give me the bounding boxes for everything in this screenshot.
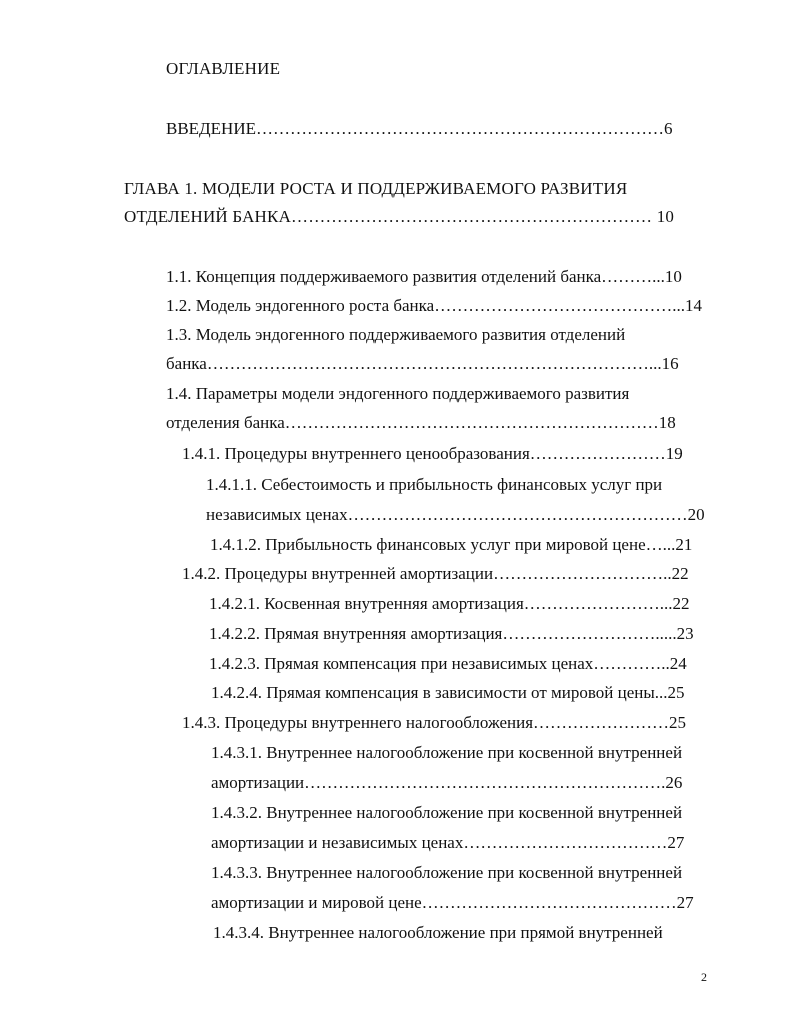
toc-entry-1-4-1: 1.4.1. Процедуры внутреннего ценообразования……………………19 [182, 444, 683, 463]
toc-entry-1-4-1-1-line-1: 1.4.1.1. Себестоимость и прибыльность финансовых услуг при [206, 475, 663, 494]
toc-entry-1-4-line-1: 1.4. Параметры модели эндогенного поддерживаемого развития [166, 384, 630, 403]
toc-entry-1-3-line-2: банка……………………………………………………………………...16 [166, 354, 679, 373]
page-number: 2 [701, 970, 707, 984]
toc-entry-1-4-3-4-line-1: 1.4.3.4. Внутреннее налогообложение при прямой внутренней [213, 923, 663, 942]
toc-entry-1-4-1-2: 1.4.1.2. Прибыльность финансовых услуг при мировой цене…...21 [210, 535, 693, 554]
toc-entry-1-4-2-4: 1.4.2.4. Прямая компенсация в зависимости от мировой цены...25 [211, 683, 685, 702]
toc-entry-1-3-line-1: 1.3. Модель эндогенного поддерживаемого развития отделений [166, 325, 626, 344]
toc-entry-1-4-line-2: отделения банка…………………………………………………………18 [166, 413, 676, 432]
toc-entry-1-4-2-1: 1.4.2.1. Косвенная внутренняя амортизация……………………...22 [209, 594, 690, 613]
toc-chapter-1-text: ГЛАВА 1. МОДЕЛИ РОСТА И ПОДДЕРЖИВАЕМОГО РАЗВИТИЯ [124, 179, 628, 198]
toc-entry-1-4-3-3-line-2: амортизации и мировой цене………………………………………27 [211, 893, 694, 912]
toc-entry-1-4-3-2-line-1: 1.4.3.2. Внутреннее налогообложение при косвенной внутренней [211, 803, 683, 822]
toc-entry-1-4-3-1-line-2: амортизации……………………………………………………….26 [211, 773, 683, 792]
toc-entry-1-4-2-3: 1.4.2.3. Прямая компенсация при независимых ценах…………..24 [209, 654, 687, 673]
toc-entry-1-4-2-2: 1.4.2.2. Прямая внутренняя амортизация……………………….....23 [209, 624, 694, 643]
toc-entry-1-4-3: 1.4.3. Процедуры внутреннего налогообложения……………………25 [182, 713, 687, 732]
toc-entry-1-4-3-2-line-2: амортизации и независимых ценах………………………………27 [211, 833, 685, 852]
toc-entry-1-4-3-3-line-1: 1.4.3.3. Внутреннее налогообложение при косвенной внутренней [211, 863, 683, 882]
toc-entry-1-2: 1.2. Модель эндогенного роста банка……………………………………...14 [166, 296, 702, 315]
toc-entry-1-4-1-1-line-2: независимых ценах……………………………………………………20 [206, 505, 705, 524]
toc-title: ОГЛАВЛЕНИЕ [166, 59, 281, 78]
toc-entry-introduction: ВВЕДЕНИЕ………………………………………………………………6 [166, 119, 673, 138]
toc-chapter-1-line-1 [124, 180, 706, 197]
toc-chapter-1-line-2: ОТДЕЛЕНИЙ БАНКА……………………………………………………… 10 [124, 207, 675, 226]
toc-entry-1-4-3-1-line-1: 1.4.3.1. Внутреннее налогообложение при косвенной внутренней [211, 743, 683, 762]
toc-entry-1-1: 1.1. Концепция поддерживаемого развития отделений банка………...10 [166, 267, 682, 286]
toc-entry-1-4-2: 1.4.2. Процедуры внутренней амортизации…………………………..22 [182, 564, 689, 583]
